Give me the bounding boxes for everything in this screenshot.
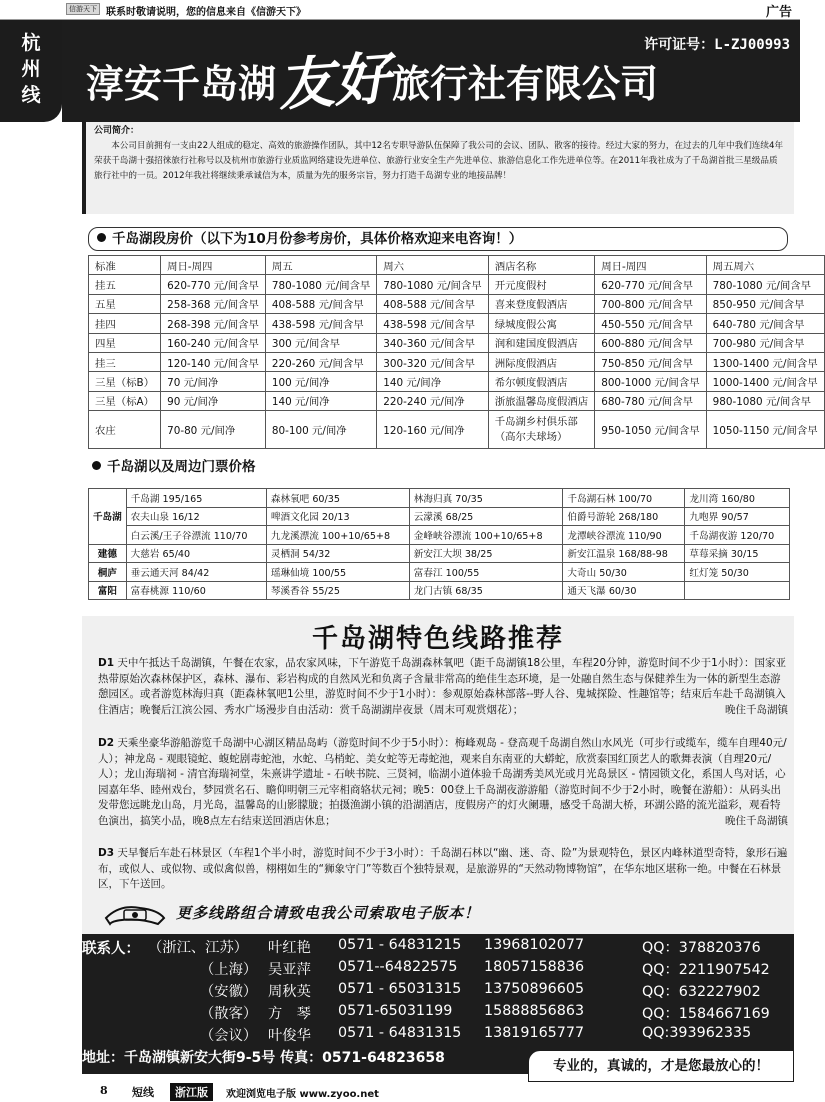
ticket-cell: 灵栖洞 54/32 — [266, 544, 409, 563]
table-row — [89, 314, 825, 333]
page-footer — [0, 1082, 800, 1102]
table-cell: 标准 — [89, 256, 161, 275]
route-day-3 — [98, 846, 788, 893]
table-cell: 408-588 元/间含早 — [265, 294, 376, 313]
table-row — [89, 352, 825, 371]
table-cell: 780-1080 元/间含早 — [377, 275, 488, 294]
table-cell: 268-398 元/间含早 — [161, 314, 266, 333]
table-cell: 780-1080 元/间含早 — [706, 275, 824, 294]
table-cell: 700-980 元/间含早 — [706, 333, 824, 352]
table-cell: 408-588 元/间含早 — [377, 294, 488, 313]
contact-name: 叶红艳 — [268, 940, 311, 956]
table-cell: 640-780 元/间含早 — [706, 314, 824, 333]
table-cell: 980-1080 元/间含早 — [706, 391, 824, 410]
table-cell: 喜来登度假酒店 — [488, 294, 595, 313]
contact-phone: 0571 - 64831315 — [338, 1025, 462, 1041]
table-cell: 1000-1400 元/间含早 — [706, 372, 824, 391]
table-row — [89, 544, 790, 563]
table-cell: 挂三 — [89, 352, 161, 371]
table-cell: 160-240 元/间含早 — [161, 333, 266, 352]
contact-phone: 0571--64822575 — [338, 959, 458, 975]
ticket-cell — [685, 581, 790, 600]
table-cell: 90 元/间净 — [161, 391, 266, 410]
table-cell: 洲际度假酒店 — [488, 352, 595, 371]
table-cell: 润和建国度假酒店 — [488, 333, 595, 352]
day-label: D2 — [98, 737, 115, 749]
intro-title: 公司简介： — [94, 126, 140, 136]
page-number: 8 — [100, 1084, 108, 1097]
day-stay: 晚住千岛湖镇 — [725, 814, 788, 827]
day-text: 天乘坐豪华游船游览千岛湖中心湖区精品岛屿（游览时间不少于5小时）：梅峰观岛 - 登高观千岛湖自然山水风光（可步行或缆车，缆车自理40元/人）；神龙岛 - 观眼镜蛇、蝮蛇剧毒蛇池，水蛇、乌梢蛇、美女蛇等无毒蛇池，观来自东南亚的大蟒蛇，欣赏泰国红顶艺人的歌舞表演（自理20元/人）；龙山海瑞祠 - 清官海瑞祠堂，朱熹讲学遗址 - 石峡书院、三贤祠，临湖小道体验千岛湖秀美风光或月光岛景区 - 情园锁文化，系国人鸟对话，心园嘉年华、睦州戏台，梦园赏名石、瞻仰明朝三元宰相商辂状元祠；晚5：00登上千岛湖夜游游船（游览时间不少于2小时，晚餐在游船）：从码头出发带您远眺龙山岛，月光岛，温馨岛的山影朦胧；拍摄渔湖小镇的沿湖酒店，度假房产的灯火阑珊，感受千岛湖大桥，环湖公路的流光溢彩，观看特色演出，搞笑小品，晚8点左右结束送回酒店休息； — [98, 737, 787, 827]
more-routes-text: 更多线路组合请致电我公司索取电子版本！ — [176, 904, 481, 922]
company-name-highlight: 友好 — [275, 45, 393, 119]
company-name — [86, 45, 786, 119]
contact-row — [0, 1003, 800, 1025]
ticket-cell: 白云溪/王子谷漂流 110/70 — [126, 526, 266, 545]
website-text: 欢迎浏览电子版 www.zyoo.net — [226, 1089, 379, 1100]
table-cell: 120-160 元/间净 — [377, 411, 488, 449]
table-cell: 800-1000 元/间含早 — [595, 372, 706, 391]
top-notice: 联系时敬请说明，您的信息来自《信游天下》 — [106, 7, 306, 18]
table-cell: 80-100 元/间净 — [265, 411, 376, 449]
ticket-cell: 云濛溪 68/25 — [409, 507, 563, 526]
contact-name: 周秋英 — [268, 984, 311, 1000]
ticket-section-heading — [88, 456, 788, 480]
ticket-cell: 富春江 100/55 — [409, 563, 563, 582]
table-row — [89, 391, 825, 410]
table-cell: 620-770 元/间含早 — [595, 275, 706, 294]
table-row — [89, 333, 825, 352]
table-row — [89, 489, 790, 508]
table-row — [89, 526, 790, 545]
routes-title: 千岛湖特色线路推荐 — [311, 624, 564, 654]
table-cell: 希尔顿度假酒店 — [488, 372, 595, 391]
contact-qq: QQ:393962335 — [642, 1025, 752, 1041]
table-cell: 140 元/间净 — [377, 372, 488, 391]
table-cell: 五星 — [89, 294, 161, 313]
table-cell: 220-240 元/间净 — [377, 391, 488, 410]
contact-row — [0, 937, 800, 959]
ticket-cell: 新安江大坝 38/25 — [409, 544, 563, 563]
ticket-cell: 森林氧吧 60/35 — [266, 489, 409, 508]
bullet-icon — [92, 461, 101, 470]
contact-row — [0, 1025, 800, 1047]
table-cell: 挂四 — [89, 314, 161, 333]
table-row — [89, 256, 825, 275]
table-cell: 220-260 元/间含早 — [265, 352, 376, 371]
table-cell: 三星（标A） — [89, 391, 161, 410]
table-cell: 70-80 元/间净 — [161, 411, 266, 449]
contact-mobile: 18057158836 — [484, 959, 585, 975]
section-name: 短线 — [132, 1086, 154, 1099]
contact-region: （会议） — [200, 1028, 258, 1044]
ticket-cell: 大慈岩 65/40 — [126, 544, 266, 563]
telephone-icon — [100, 898, 170, 928]
ticket-cell: 农夫山泉 16/12 — [126, 507, 266, 526]
intro-text: 本公司目前拥有一支由22人组成的稳定、高效的旅游操作团队，其中12名专职导游队伍保障了我公司的会议、团队、散客的接待。经过大家的努力，在过去的几年中我们连续4年荣获千岛湖十强招徕旅行社称号以及杭州市旅游行业质监网络建设先进单位、旅游行业安全生产先进单位、旅游信息化工作先进单位等。在2011年我社成为了千岛湖首批三星级品质旅行社中的一员。2012年我社将继续秉承诚信为本，质量为先的服务宗旨，努力打造千岛湖专业的地接品牌！ — [94, 141, 784, 181]
ticket-cell: 九龙溪漂流 100+10/65+8 — [266, 526, 409, 545]
contact-phone: 0571-65031199 — [338, 1003, 453, 1019]
ticket-area: 建德 — [89, 544, 127, 563]
table-cell: 258-368 元/间含早 — [161, 294, 266, 313]
ticket-cell: 九咆界 90/57 — [685, 507, 790, 526]
contact-name: 吴亚萍 — [268, 962, 311, 978]
table-cell: 120-140 元/间含早 — [161, 352, 266, 371]
ticket-cell: 大奇山 50/30 — [563, 563, 685, 582]
table-cell: 1050-1150 元/间含早 — [706, 411, 824, 449]
ticket-cell: 啤酒文化园 20/13 — [266, 507, 409, 526]
edition-badge: 浙江版 — [170, 1083, 213, 1101]
contact-region: （安徽） — [200, 984, 258, 1000]
table-cell: 300 元/间含早 — [265, 333, 376, 352]
table-row — [89, 563, 790, 582]
ticket-cell: 伯爵号游轮 268/180 — [563, 507, 685, 526]
top-strip — [0, 0, 800, 20]
contact-mobile: 13819165777 — [484, 1025, 585, 1041]
ticket-price-table — [88, 488, 790, 600]
ticket-cell: 千岛湖 195/165 — [126, 489, 266, 508]
day-text: 天中午抵达千岛湖镇，午餐在农家，品农家风味，下午游览千岛湖森林氧吧（距千岛湖镇18公里，车程20分钟，游览时间不少于1小时）：国家亚热带原始次森林保护区，森林、瀑布、彩岩构成的自然风光和负离子含量非常高的绝佳生态环境，是一处融自然生态与保健养生为一体的新型生态游憩园区。或者游览林海归真（距森林氧吧1公里，游览时间不少于1小时）：参观原始森林部落--野人谷、鬼城探险、性趣馆等；结束后车赴千岛湖镇入住酒店；晚餐后江滨公园、秀水广场漫步自由活动：赏千岛湖湖岸夜景（周末可观赏烟花）； — [98, 657, 787, 716]
contacts-label: 联系人： — [82, 941, 140, 957]
table-cell: 750-850 元/间含早 — [595, 352, 706, 371]
table-cell: 620-770 元/间含早 — [161, 275, 266, 294]
company-slogan: 专业的，真诚的，才是您最放心的！ — [528, 1050, 794, 1082]
table-cell: 700-800 元/间含早 — [595, 294, 706, 313]
table-row — [89, 275, 825, 294]
ad-label: 广告 — [765, 5, 792, 20]
table-cell: 438-598 元/间含早 — [265, 314, 376, 333]
ticket-area: 富阳 — [89, 581, 127, 600]
side-tab-char: 线 — [21, 84, 41, 106]
ticket-cell: 草莓采摘 30/15 — [685, 544, 790, 563]
ticket-cell: 千岛湖石林 100/70 — [563, 489, 685, 508]
ticket-cell: 垂云通天河 84/42 — [126, 563, 266, 582]
ticket-cell: 千岛湖夜游 120/70 — [685, 526, 790, 545]
table-cell: 农庄 — [89, 411, 161, 449]
table-cell: 780-1080 元/间含早 — [265, 275, 376, 294]
route-side-tab — [0, 20, 62, 122]
contact-mobile: 15888856863 — [484, 1003, 585, 1019]
company-name-part: 旅行社有限公司 — [392, 62, 659, 106]
table-cell: 70 元/间净 — [161, 372, 266, 391]
table-cell: 850-950 元/间含早 — [706, 294, 824, 313]
ticket-cell: 富春桃源 110/60 — [126, 581, 266, 600]
contact-phone: 0571 - 64831215 — [338, 937, 462, 953]
table-cell: 140 元/间净 — [265, 391, 376, 410]
table-cell: 680-780 元/间含早 — [595, 391, 706, 410]
contact-region: （浙江、江苏） — [148, 940, 249, 956]
ticket-cell: 龙门古镇 68/35 — [409, 581, 563, 600]
day-label: D3 — [98, 847, 115, 859]
contact-row — [0, 981, 800, 1003]
table-cell: 四星 — [89, 333, 161, 352]
table-row — [89, 294, 825, 313]
table-row — [89, 507, 790, 526]
company-intro — [82, 122, 794, 214]
table-row — [89, 372, 825, 391]
contact-name: 叶俊华 — [268, 1028, 311, 1044]
hotel-price-table — [88, 255, 825, 449]
contact-region: （散客） — [200, 1006, 258, 1022]
table-cell: 438-598 元/间含早 — [377, 314, 488, 333]
bullet-icon — [97, 233, 106, 242]
table-cell: 周五 — [265, 256, 376, 275]
contact-mobile: 13750896605 — [484, 981, 585, 997]
ticket-cell: 瑶琳仙境 100/55 — [266, 563, 409, 582]
ticket-cell: 通天飞瀑 60/30 — [563, 581, 685, 600]
more-routes-banner — [100, 898, 790, 928]
table-cell: 100 元/间净 — [265, 372, 376, 391]
contact-qq: QQ：632227902 — [642, 984, 761, 1000]
table-cell: 340-360 元/间含早 — [377, 333, 488, 352]
table-cell: 周日-周四 — [161, 256, 266, 275]
contact-qq: QQ：1584667169 — [642, 1006, 770, 1022]
table-cell: 300-320 元/间含早 — [377, 352, 488, 371]
table-cell: 千岛湖乡村俱乐部（高尔夫球场） — [488, 411, 595, 449]
ticket-cell: 林海归真 70/35 — [409, 489, 563, 508]
ticket-heading-text: 千岛湖以及周边门票价格 — [107, 459, 256, 475]
license-number: 许可证号：L-ZJ00993 — [644, 37, 790, 53]
table-cell: 三星（标B） — [89, 372, 161, 391]
ticket-cell: 金峰峡谷漂流 100+10/65+8 — [409, 526, 563, 545]
hotel-section-heading — [88, 227, 788, 251]
table-cell: 酒店名称 — [488, 256, 595, 275]
day-text: 天早餐后车赴石林景区（车程1个半小时，游览时间不少于3小时）：千岛湖石林以“幽、迷、奇、险”为景观特色，景区内峰林道型奇特，象形石遍布，或似人、或似物、或似禽似兽，栩栩如生的“狮象守门”等数百个独特景观，是旅游界的“天然动物博物馆”，在华东地区堪称一绝。中餐在石林景区，下午送回。 — [98, 847, 788, 891]
ticket-cell: 新安江温泉 168/88-98 — [563, 544, 685, 563]
table-row — [89, 581, 790, 600]
company-name-part: 淳安千岛湖 — [86, 62, 277, 106]
route-day-2 — [98, 736, 788, 830]
ticket-area: 桐庐 — [89, 563, 127, 582]
table-row — [89, 411, 825, 449]
table-cell: 绿城度假公寓 — [488, 314, 595, 333]
contact-qq: QQ：378820376 — [642, 940, 761, 956]
table-cell: 周五周六 — [706, 256, 824, 275]
contact-row — [0, 959, 800, 981]
table-cell: 挂五 — [89, 275, 161, 294]
hotel-heading-text: 千岛湖段房价（以下为10月份参考房价，具体价格欢迎来电咨询！） — [112, 231, 523, 247]
publication-logo: 信游天下 — [66, 3, 100, 15]
table-cell: 600-880 元/间含早 — [595, 333, 706, 352]
side-tab-char: 杭 — [21, 32, 41, 54]
ticket-cell: 龙川湾 160/80 — [685, 489, 790, 508]
table-cell: 950-1050 元/间含早 — [595, 411, 706, 449]
day-label: D1 — [98, 657, 115, 669]
route-day-1 — [98, 656, 788, 718]
table-cell: 开元度假村 — [488, 275, 595, 294]
side-tab-char: 州 — [21, 58, 41, 80]
table-cell: 浙旅温馨岛度假酒店 — [488, 391, 595, 410]
contact-phone: 0571 - 65031315 — [338, 981, 462, 997]
ticket-cell: 琴溪香谷 55/25 — [266, 581, 409, 600]
ticket-cell: 红灯笼 50/30 — [685, 563, 790, 582]
contact-qq: QQ：2211907542 — [642, 962, 770, 978]
contact-name: 方 琴 — [268, 1006, 311, 1022]
table-cell: 450-550 元/间含早 — [595, 314, 706, 333]
contact-region: （上海） — [200, 962, 258, 978]
company-address: 地址：千岛湖镇新安大街9-5号 传真：0571-64823658 — [82, 1050, 445, 1066]
contact-mobile: 13968102077 — [484, 937, 585, 953]
table-cell: 周日-周四 — [595, 256, 706, 275]
ticket-cell: 龙潭峡谷漂流 110/90 — [563, 526, 685, 545]
table-cell: 周六 — [377, 256, 488, 275]
ticket-area: 千岛湖 — [89, 489, 127, 545]
table-cell: 1300-1400 元/间含早 — [706, 352, 824, 371]
day-stay: 晚住千岛湖镇 — [725, 703, 788, 716]
